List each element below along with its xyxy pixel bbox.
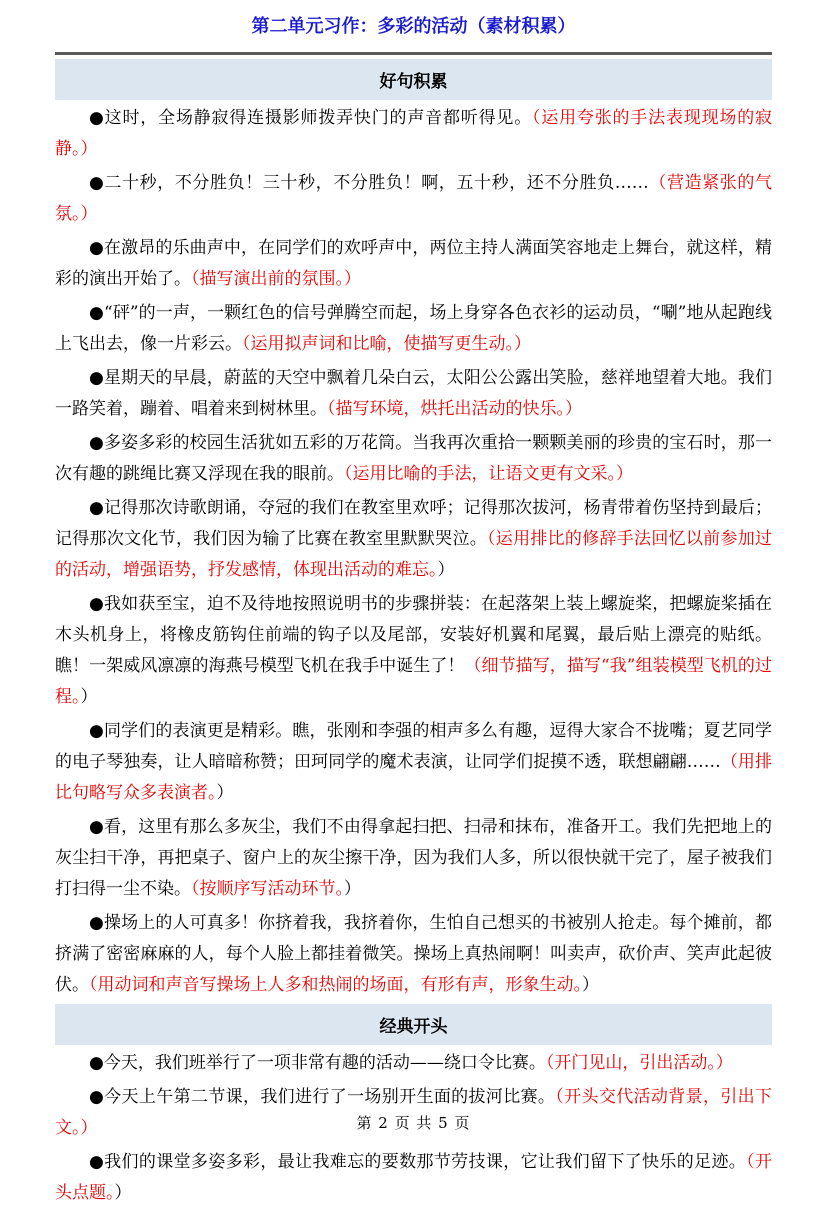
sentence-text: ●“砰”的一声，一颗红色的信号弹腾空而起，场上身穿各色衣衫的运动员，“唰”地从起跑线上飞出去，像一片彩云。 [55,303,772,354]
sentence-text: ●我如获至宝，迫不及待地按照说明书的步骤拼装：在起落架上装上螺旋桨，把螺旋桨插在木头机身上，将橡皮筋钩住前端的钩子以及尾部，安装好机翼和尾翼，最后贴上漂亮的贴纸。瞧！一架威风凛凛的海燕号模型飞机在我手中诞生了！ [55,594,772,676]
sentence-item [55,168,772,230]
sentence-item [55,908,772,1001]
annotation-text: （运用比喻的手法，让语文更有文采。） [344,464,633,484]
sentence-item [55,493,772,586]
sentence-item [55,1048,772,1079]
sentence-item [55,233,772,295]
sentence-item [55,716,772,809]
sentence-text: ●这时，全场静寂得连摄影师拨弄快门的声音都听得见。 [89,108,533,128]
sentence-text: ●今天，我们班举行了一项非常有趣的活动——绕口令比赛。 [89,1053,546,1073]
section-header: 经典开头 [55,1004,772,1045]
page-footer: 第 2 页 共 5 页 [356,1114,471,1132]
annotation-text: （描写演出前的氛围。） [191,269,361,289]
sentence-text: ） [80,687,98,707]
sentence-text: ●我们的课堂多姿多彩，最让我难忘的要数那节劳技课，它让我们留下了快乐的足迹。 [89,1152,747,1172]
annotation-text: （描写环境，烘托出活动的快乐。） [327,399,582,419]
sentence-text: ●多姿多彩的校园生活犹如五彩的万花筒。当我再次重拾一颗颗美丽的珍贵的宝石时，那一次有趣的跳绳比赛又浮现在我的眼前。 [55,433,772,484]
annotation-text: （运用排比的修辞手法回忆以前参加过的活动，增强语势，抒发感情，体现出活动的难忘。 [55,529,773,580]
sentence-item [55,103,772,165]
annotation-text: （细节描写，描写“我”组装模型飞机的过程。 [55,656,772,707]
sentence-item [55,363,772,425]
sentence-item [55,1147,772,1209]
sentence-text: ） [216,783,234,803]
sentence-item [55,428,772,490]
sentence-text: ●操场上的人可真多！你挤着我，我挤着你，生怕自己想买的书被别人抢走。每个摊前，都挤满了密密麻麻的人，每个人脸上都挂着微笑。操场上真热闹啊！叫卖声，砍价声、笑声此起彼伏。 [55,913,772,995]
annotation-text: （运用拟声词和比喻，使描写更生动。） [242,334,531,354]
sentence-text: ●看，这里有那么多灰尘，我们不由得拿起扫把、扫帚和抹布，准备开工。我们先把地上的灰尘扫干净，再把桌子、窗户上的灰尘擦干净，因为我们人多，所以很快就干完了，屋子被我们打扫得一尘不染。 [55,817,772,899]
sentence-text: ） [114,1183,132,1203]
document-body [55,59,772,1209]
annotation-text: （开头点题。 [55,1152,772,1203]
annotation-text: （营造紧张的气氛。） [55,173,772,224]
annotation-text: （按顺序写活动环节。 [191,879,344,899]
annotation-text: （开头交代活动背景，引出下文。） [55,1087,772,1138]
annotation-text: （运用夸张的手法表现现场的寂静。） [55,108,773,159]
page-title: 第二单元习作：多彩的活动（素材积累） [251,16,576,37]
sentence-item [55,812,772,905]
section-header: 好句积累 [55,59,772,100]
title-divider [55,52,772,55]
sentence-text: ） [582,975,599,995]
sentence-text: ●同学们的表演更是精彩。瞧，张刚和李强的相声多么有趣，逗得大家合不拢嘴；夏艺同学的电子琴独奏，让人暗暗称赞；田珂同学的魔术表演，让同学们捉摸不透，联想翩翩…… [55,721,772,772]
sentence-text: ●今天上午第二节课，我们进行了一场别开生面的拔河比赛。 [89,1087,556,1107]
annotation-text: （用排比句略写众多表演者。 [55,752,773,803]
sentence-item [55,298,772,360]
sentence-text: ） [437,560,455,580]
sentence-text: ●记得那次诗歌朗诵，夺冠的我们在教室里欢呼；记得那次拔河，杨青带着伤坚持到最后；记得那次文化节，我们因为输了比赛在教室里默默哭泣。 [55,498,772,549]
sentence-text: ●二十秒，不分胜负！三十秒，不分胜负！啊，五十秒，还不分胜负…… [89,173,649,193]
annotation-text: （开门见山，引出活动。） [545,1053,733,1073]
sentence-text: ●星期天的早晨，蔚蓝的天空中飘着几朵白云，太阳公公露出笑脸，慈祥地望着大地。我们一路笑着，蹦着、唱着来到树林里。 [55,368,772,419]
annotation-text: （用动词和声音写操场上人多和热闹的场面，有形有声，形象生动。 [89,975,582,995]
sentence-text: ●在激昂的乐曲声中，在同学们的欢呼声中，两位主持人满面笑容地走上舞台，就这样，精彩的演出开始了。 [55,238,772,289]
sentence-text: ） [344,879,361,899]
sentence-item [55,589,772,713]
